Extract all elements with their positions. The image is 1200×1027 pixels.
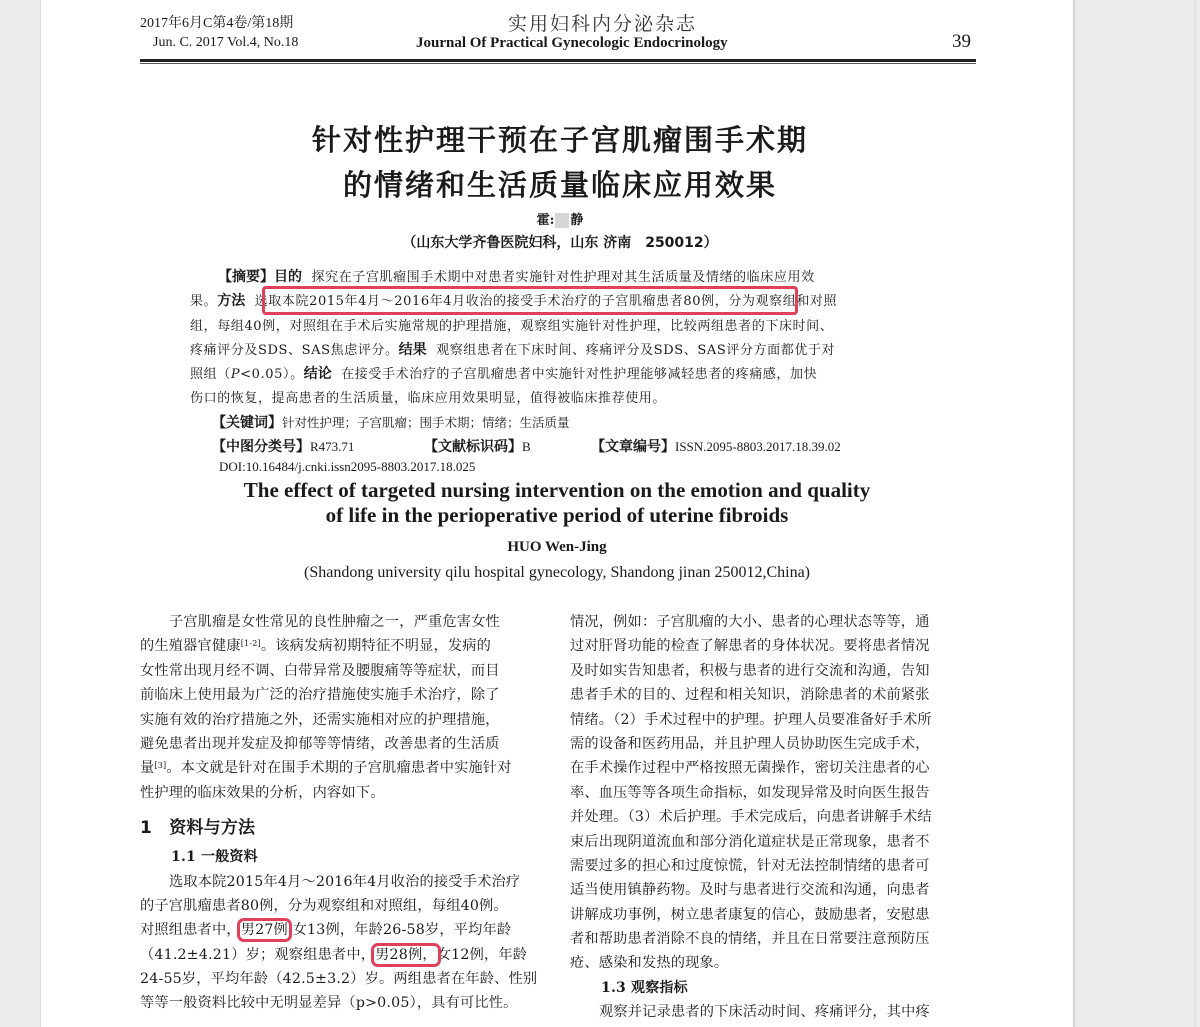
- result-text-2: 照组（: [190, 367, 231, 382]
- body-text: 对照组患者中，: [140, 922, 241, 939]
- abstract-line-4: [190, 339, 835, 359]
- article-label: 【文章编号】: [591, 439, 675, 455]
- title-cn-line1: 针对性护理干预在子宫肌瘤围手术期: [311, 123, 808, 157]
- body-line: 适当使用镇静药物。及时与患者进行交流和沟通，向患者: [570, 882, 930, 899]
- clc-value: R473.71: [310, 439, 355, 454]
- body-text: 量: [140, 760, 155, 777]
- affiliation-cn: （山东大学齐鲁医院妇科，山东 济南 250012）: [402, 235, 718, 251]
- body-text: 。该病发病初期特征不明显，发病的: [260, 638, 492, 655]
- header-issue-en: Jun. C. 2017 Vol.4, No.18: [153, 35, 299, 50]
- header-journal-en: Journal Of Practical Gynecologic Endocrinology: [416, 35, 728, 51]
- body-line: [140, 756, 560, 780]
- highlight-box-male-control: 男27例: [240, 922, 288, 939]
- author-given: 静: [570, 213, 584, 228]
- body-line: 性护理的临床效果的分析，内容如下。: [140, 784, 385, 801]
- subsection-heading: 1.3 观察指标: [601, 979, 688, 996]
- clc-number: [212, 436, 354, 456]
- clc-label: 【中图分类号】: [212, 439, 310, 455]
- result-text-3: <0.05）。: [240, 367, 304, 382]
- purpose-text-end: 果。: [190, 294, 218, 309]
- body-text: 的生殖器官健康: [140, 638, 241, 655]
- abstract-line-1: [218, 266, 815, 286]
- p-symbol: P: [230, 367, 241, 382]
- body-line: 女性常出现月经不调、白带异常及腰腹痛等等症状，而目: [140, 662, 500, 679]
- body-line: 24-55岁，平均年龄（42.5±3.2）岁。两组患者在年龄、性别: [140, 971, 538, 988]
- body-line: 在手术操作过程中严格按照无菌操作，密切关注患者的心: [570, 760, 930, 777]
- method-label: 方法: [217, 293, 246, 309]
- body-line: 率、血压等等各项生命指标，如发现异常及时向医生报告: [570, 784, 930, 801]
- author-en: HUO Wen-Jing: [507, 539, 607, 555]
- body-line: 并处理。（3）术后护理。手术完成后，向患者讲解手术结: [570, 809, 932, 826]
- doc-label: 【文献标识码】: [424, 439, 522, 455]
- method-text: 分为观察组和对照: [728, 294, 838, 309]
- body-text: 女13例，年龄26-58岁，平均年龄: [287, 922, 512, 939]
- body-line: 选取本院2015年4月～2016年4月收治的接受手术治疗: [169, 873, 521, 890]
- result-text: 观察组患者在下床时间、疼痛评分及SDS、SAS评分方面都优于对: [436, 343, 836, 358]
- purpose-label: 目的: [274, 269, 302, 285]
- body-line: 避免患者出现并发症及抑郁等等情绪，改善患者的生活质: [140, 735, 500, 752]
- body-line: 情况，例如：子宫肌瘤的大小、患者的心理状态等等，通: [570, 614, 930, 630]
- body-line: 过对肝肾功能的检查了解患者的身体状况。要将患者情况: [570, 638, 930, 655]
- header-issue-cn: 2017年6月C第4卷/第18期: [140, 16, 294, 31]
- body-line: 者和帮助患者消除不良的情绪，并且在日常要注意预防压: [570, 931, 930, 948]
- body-line: 前临床上使用最为广泛的治疗措施使实施手术治疗，除了: [140, 687, 500, 704]
- body-line: 讲解成功事例，树立患者康复的信心，鼓励患者，安慰患: [570, 906, 930, 923]
- abstract-line-3: 组，每组40例，对照组在手术后实施常规的护理措施，观察组实施针对性护理，比较两组患者的下床时间、: [190, 319, 834, 334]
- title-en-line1: The effect of targeted nursing intervention on the emotion and quality: [243, 478, 871, 502]
- abstract-label: 【摘要】: [218, 269, 274, 285]
- document-code: [424, 436, 531, 456]
- body-line: 疮、感染和发热的现象。: [570, 955, 729, 972]
- method-text-end: 疼痛评分及SDS、SAS焦虑评分。: [190, 343, 399, 358]
- author-mark: :: [549, 213, 555, 228]
- conclusion-text: 在接受手术治疗的子宫肌瘤患者中实施针对性护理能够减轻患者的疼痛感，加快: [341, 367, 818, 382]
- citation-ref[interactable]: [1-2]: [240, 639, 261, 649]
- body-line: [140, 943, 560, 967]
- keywords-label: 【关键词】: [212, 415, 282, 431]
- body-line: 束后出现阴道流血和部分消化道症状是正常现象，患者不: [570, 833, 930, 850]
- body-line: 实施有效的治疗措施之外，还需实施相对应的护理措施，: [140, 711, 500, 728]
- body-line: [140, 918, 560, 942]
- title-en-line2: of life in the perioperative period of uterine fibroids: [325, 503, 789, 527]
- body-line: 患者手术的目的、过程和相关知识，消除患者的术前紧张: [570, 687, 930, 704]
- body-line: 的子宫肌瘤患者80例，分为观察组和对照组，每组40例。: [140, 897, 508, 914]
- abstract-line-6: 伤口的恢复，提高患者的生活质量，临床应用效果明显，值得被临床推荐使用。: [190, 391, 667, 406]
- body-line: 子宫肌瘤是女性常见的良性肿瘤之一，严重危害女性: [169, 614, 500, 630]
- body-line: 情绪。（2）手术过程中的护理。护理人员要准备好手术所: [570, 711, 932, 728]
- citation-ref[interactable]: [3]: [154, 761, 167, 771]
- header-rule-thin: [140, 63, 976, 64]
- body-text: （41.2±4.21）岁；观察组患者中，: [140, 946, 376, 963]
- keywords: [212, 412, 570, 432]
- header-rule-thick: [140, 59, 976, 62]
- abstract-line-5: [190, 363, 817, 383]
- body-line: 需要过多的担心和过度惊慌，针对无法控制情绪的患者可: [570, 857, 930, 874]
- author-cn: [0, 209, 1120, 228]
- purpose-text: 探究在子宫肌瘤围手术期中对患者实施针对性护理对其生活质量及情绪的临床应用效: [311, 270, 815, 285]
- keywords-value: 针对性护理；子宫肌瘤；围手术期；情绪；生活质量: [282, 415, 570, 430]
- body-right-column: [570, 610, 980, 1025]
- header-journal-cn: 实用妇科内分泌杂志: [508, 13, 698, 35]
- body-left-column: [140, 610, 560, 1016]
- title-cn-line2: 的情绪和生活质量临床应用效果: [342, 168, 777, 202]
- body-text: 女12例，年龄: [436, 946, 528, 963]
- author-surname: 霍: [536, 213, 550, 228]
- method-highlight-text: 选取本院2015年4月～2016年4月收治的接受手术治疗的子宫肌瘤患者80例，: [254, 294, 729, 309]
- affiliation-en: (Shandong university qilu hospital gynecology, Shandong jinan 250012,China): [303, 564, 811, 581]
- article-number: [591, 436, 841, 456]
- body-line: 等等一般资料比较中无明显差异（p>0.05），具有可比性。: [140, 995, 518, 1012]
- body-line: [140, 634, 560, 658]
- body-line: 观察并记录患者的下床活动时间、疼痛评分，其中疼: [599, 1004, 930, 1021]
- section-heading: 1 资料与方法: [140, 818, 256, 839]
- result-label: 结果: [398, 342, 427, 358]
- page-number: 39: [952, 31, 971, 52]
- subsection-heading: 1.1 一般资料: [171, 849, 258, 866]
- body-line: 需的设备和医药用品，并且护理人员协助医生完成手术，: [570, 735, 930, 752]
- article-value: ISSN.2095-8803.2017.18.39.02: [675, 439, 841, 454]
- redacted-block: [555, 213, 569, 228]
- highlight-box-method: [262, 286, 798, 315]
- doi: DOI:10.16484/j.cnki.issn2095-8803.2017.18.025: [219, 459, 476, 474]
- conclusion-label: 结论: [303, 366, 332, 382]
- body-line: 及时如实告知患者，积极与患者的进行交流和沟通，告知: [570, 662, 930, 679]
- body-text: 。本文就是针对在围手术期的子宫肌瘤患者中实施针对: [166, 760, 512, 777]
- doc-value: B: [522, 439, 531, 454]
- panel-edge: [1194, 0, 1196, 1027]
- highlight-box-male-observation: 男28例，: [375, 946, 437, 963]
